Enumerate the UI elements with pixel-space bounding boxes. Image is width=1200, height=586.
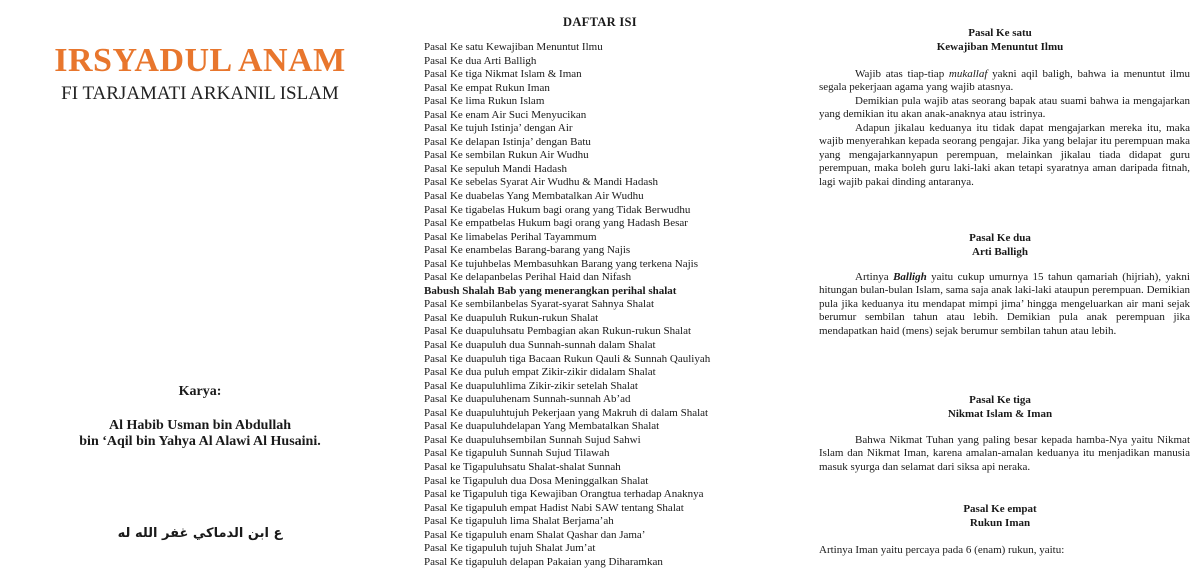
toc-item: Pasal Ke delapan Istinja’ dengan Batu (424, 135, 591, 148)
toc-item: Pasal Ke duapuluhtujuh Pekerjaan yang Makruh di dalam Shalat (424, 406, 709, 419)
toc-item: Pasal Ke enambelas Barang-barang yang Najis (424, 244, 631, 257)
cover-page (0, 0, 400, 586)
section-2-title: Pasal Ke dua (969, 232, 1031, 244)
section-3-text: Bahwa Nikmat Tuhan yang paling besar kepada hamba-Nya yaitu Nikmat Islam dan Nikmat Iman, karena amalan-amalan keduanya itu menjadikan manusia masuk syurga dan selamat dari siksa api neraka. (819, 434, 1190, 473)
toc-item: Pasal Ke tiga Nikmat Islam & Iman (424, 68, 582, 81)
section-4-paragraph-1 (819, 544, 1190, 557)
toc-item: Pasal ke Tigapuluh dua Dosa Meninggalkan Shalat (424, 474, 649, 487)
toc-item: Pasal Ke tujuhbelas Membasuhkan Barang yang terkena Najis (424, 257, 699, 270)
toc-item: Pasal Ke delapanbelas Perihal Haid dan Nifash (424, 271, 632, 284)
content-page (800, 0, 1200, 586)
section-2-heading (800, 232, 1200, 259)
toc-item: Pasal ke Tigapuluhsatu Shalat-shalat Sunnah (424, 460, 621, 473)
section-3-title: Pasal Ke tiga (969, 394, 1031, 406)
section-2-emphasis: Balligh (893, 271, 927, 283)
toc-item: Pasal Ke tigapuluh empat Hadist Nabi SAW tentang Shalat (424, 501, 684, 514)
toc-list (424, 41, 794, 569)
toc-item: Pasal Ke tigapuluh tujuh Shalat Jum’at (424, 542, 596, 555)
toc-item: Pasal Ke duapuluhlima Zikir-zikir setelah Shalat (424, 379, 638, 392)
section-2-subtitle: Arti Balligh (972, 245, 1028, 258)
section-1-subtitle: Kewajiban Menuntut Ilmu (936, 40, 1064, 53)
author-line-2: bin ‘Aqil bin Yahya Al Alawi Al Husaini. (79, 434, 321, 449)
toc-item: Pasal Ke duapuluhsatu Pembagian akan Rukun-rukun Shalat (424, 325, 692, 338)
toc-item: Pasal Ke tigapuluh lima Shalat Berjama’ah (424, 515, 614, 528)
toc-item: Pasal Ke duapuluhenam Sunnah-sunnah Ab’ad (424, 393, 631, 406)
toc-item: Pasal Ke satu Kewajiban Menuntut Ilmu (424, 41, 603, 53)
toc-item: Pasal Ke duabelas Yang Membatalkan Air Wudhu (424, 190, 644, 203)
arabic-note: ع ابن الدماكي غفر الله له (117, 526, 283, 541)
toc-item: Pasal Ke tigapuluh Sunnah Sujud Tilawah (424, 447, 610, 460)
toc-item: Pasal Ke duapuluh dua Sunnah-sunnah dalam Shalat (424, 339, 656, 352)
section-1-text: Wajib atas tiap-tiap (855, 68, 949, 80)
toc-heading: DAFTAR ISI (563, 15, 637, 29)
toc-item: Pasal Ke duapuluh tiga Bacaan Rukun Qauli & Sunnah Qauliyah (424, 352, 711, 365)
karya-label: Karya: (178, 384, 222, 399)
toc-item: Pasal Ke tigapuluh enam Shalat Qashar dan Jama’ (424, 528, 646, 541)
toc-item: Pasal Ke sembilan Rukun Air Wudhu (424, 149, 589, 162)
section-2-text: Artinya (855, 271, 894, 283)
section-1-paragraph-3 (819, 122, 1190, 189)
section-1-emphasis: mukallaf (948, 68, 988, 80)
toc-item: Pasal Ke tujuh Istinja’ dengan Air (424, 122, 573, 135)
toc-item: Pasal Ke enam Air Suci Menyucikan (424, 108, 587, 121)
toc-item: Pasal Ke lima Rukun Islam (424, 95, 545, 108)
section-1-text-3: Adapun jikalau keduanya itu tidak dapat mengajarkan mereka itu, maka wajib menyerahkan kepada seorang pengajar. Jika yang belajar itu perempuan maka yang mengajarkannyapun perempuan, melainkan jikalau tiada didapat guru perempuan, maka boleh guru laki-laki akan tetapi syaratnya aman daripada fitnah, lagi wajib pakai dinding antaranya. (819, 122, 1190, 188)
toc-item: Pasal Ke sepuluh Mandi Hadash (424, 162, 567, 175)
book-title: IRSYADUL ANAM (54, 42, 346, 79)
section-1-heading (800, 27, 1200, 54)
section-3-paragraph-1 (819, 434, 1190, 474)
section-3-heading (800, 394, 1200, 421)
author-line-1: Al Habib Usman bin Abdullah (108, 418, 292, 433)
book-subtitle: FI TARJAMATI ARKANIL ISLAM (61, 83, 339, 104)
toc-item: Pasal Ke dua puluh empat Zikir-zikir didalam Shalat (424, 366, 656, 379)
section-3-subtitle: Nikmat Islam & Iman (947, 407, 1053, 420)
toc-item: Pasal Ke duapuluh Rukun-rukun Shalat (424, 311, 599, 324)
toc-item: Pasal Ke duapuluhdelapan Yang Membatalkan Shalat (424, 420, 660, 433)
toc-item: Pasal Ke empat Rukun Iman (424, 81, 550, 94)
toc-item: Pasal Ke dua Arti Balligh (424, 54, 537, 67)
table-of-contents (400, 0, 800, 586)
section-1-paragraph-1 (819, 68, 1190, 95)
section-4-heading (800, 503, 1200, 530)
section-1-text-2: Demikian pula wajib atas seorang bapak atau suami bahwa ia mengajarkan yang demikian itu akan anak-anaknya atau istrinya. (819, 95, 1190, 121)
section-1-paragraph-2 (819, 95, 1190, 122)
section-1-text-cont: yakni aqil baligh, bahwa ia menuntut ilmu segala pekerjaan agama yang wajib atasnya. (819, 68, 1191, 94)
toc-item: Pasal ke Tigapuluh tiga Kewajiban Orangtua terhadap Anaknya (424, 488, 704, 501)
toc-item: Babush Shalah Bab yang menerangkan perihal shalat (424, 284, 677, 297)
section-1-title: Pasal Ke satu (968, 27, 1032, 39)
toc-item: Pasal Ke sebelas Syarat Air Wudhu & Mandi Hadash (424, 176, 658, 189)
toc-item: Pasal Ke empatbelas Hukum bagi orang yang Hadash Besar (424, 217, 688, 230)
section-4-text: Artinya Iman yaitu percaya pada 6 (enam) rukun, yaitu: (819, 544, 1065, 556)
toc-item: Pasal Ke limabelas Perihal Tayammum (424, 230, 597, 243)
toc-item: Pasal Ke tigapuluh delapan Pakaian yang Diharamkan (424, 555, 663, 568)
toc-item: Pasal Ke tigabelas Hukum bagi orang yang Tidak Berwudhu (424, 203, 691, 216)
section-4-subtitle: Rukun Iman (969, 516, 1031, 529)
section-2-paragraph-1 (819, 271, 1190, 338)
toc-item: Pasal Ke sembilanbelas Syarat-syarat Sahnya Shalat (424, 298, 655, 311)
section-4-title: Pasal Ke empat (963, 503, 1037, 515)
toc-item: Pasal Ke duapuluhsembilan Sunnah Sujud Sahwi (424, 433, 641, 446)
section-2-text-cont: yaitu cukup umurnya 15 tahun qamariah (hijriah), yakni hitungan bulan-bulan Islam, sama saja anak laki-laki ataupun perempuan. Demikian pula jika keduanya itu mendapat mimpi jima’ hingga mengeluarkan air mani sejak berumur sembilan tahun atau lebih. Demikian pula anak perempuan jika mendapatkan haid (mens) sejak berumur sembilan tahun atau lebih. (819, 271, 1190, 337)
